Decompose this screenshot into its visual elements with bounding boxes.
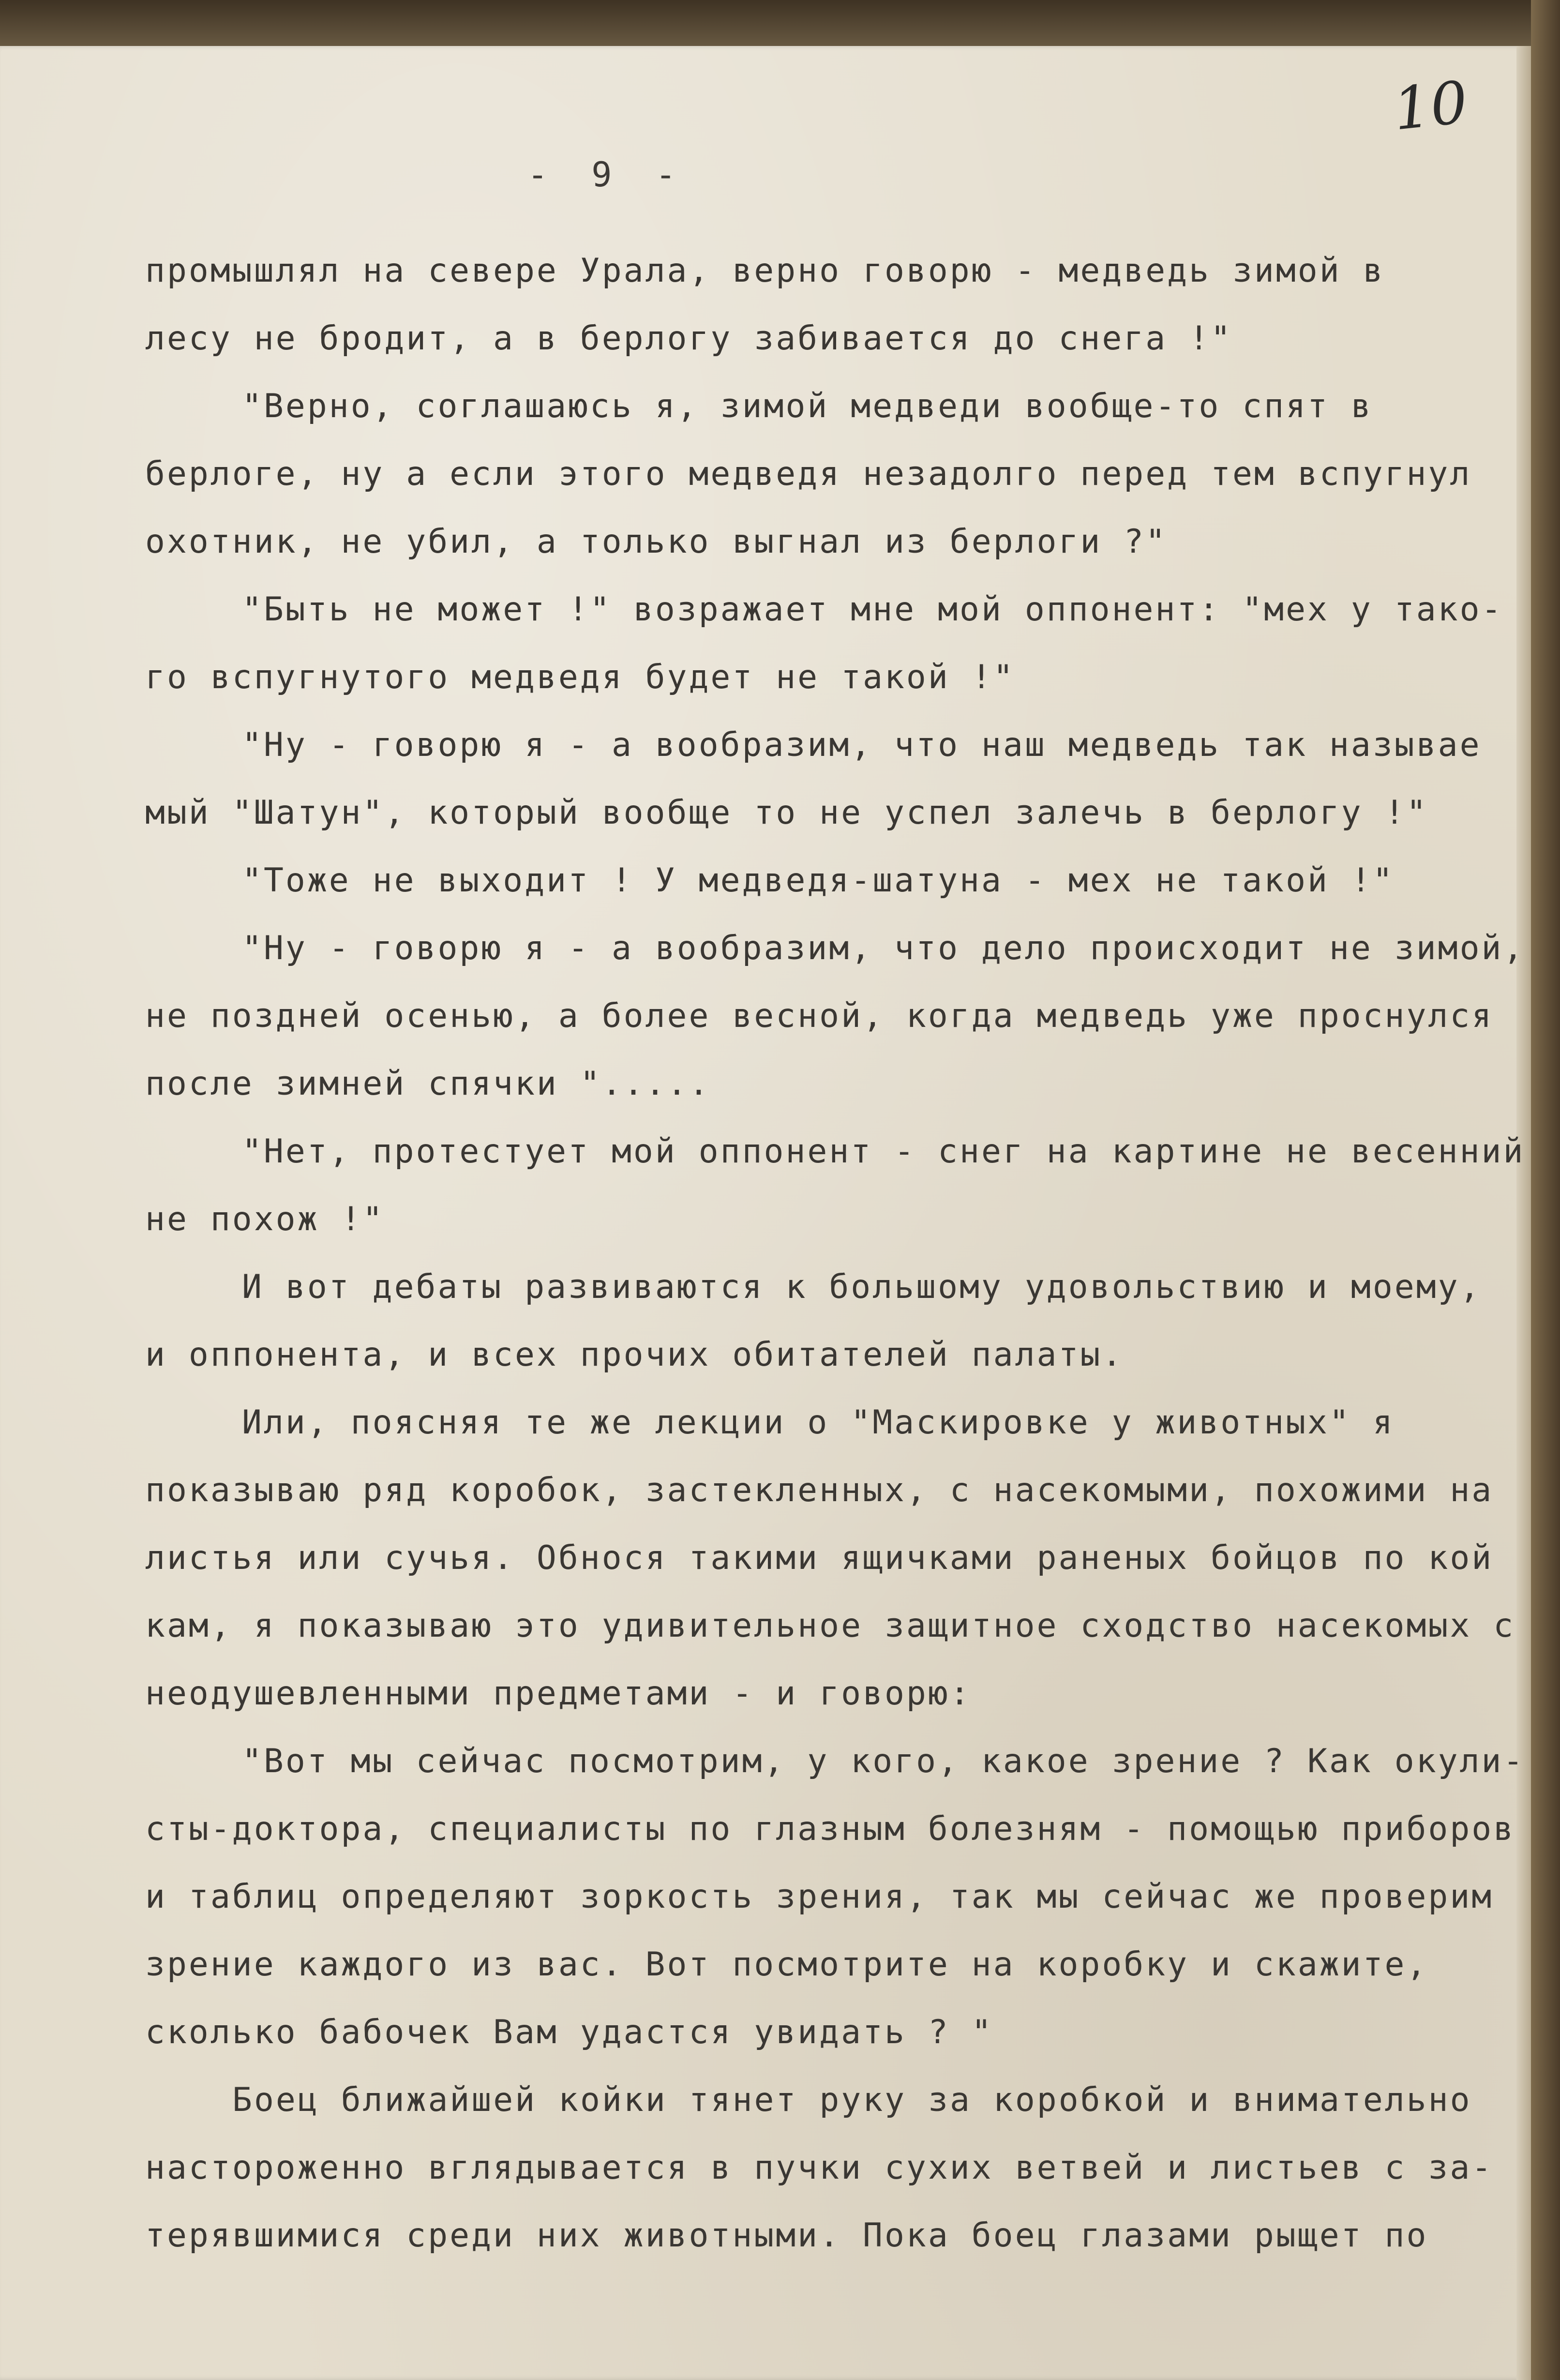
text-line: Боец ближайшей койки тянет руку за коробкой и внимательно <box>232 2081 1472 2119</box>
text-line: охотник, не убил, а только выгнал из берлоги ?" <box>145 523 1168 561</box>
text-line: го вспугнутого медведя будет не такой !" <box>145 658 1015 696</box>
text-line: "Верно, соглашаюсь я, зимой медведи вообще-то спят в <box>242 387 1373 425</box>
text-line: "Ну - говорю я - а вообразим, что дело происходит не зимой, <box>242 929 1525 967</box>
text-line: Или, поясняя те же лекции о "Маскировке у животных" я <box>242 1403 1395 1442</box>
text-line: сколько бабочек Вам удастся увидать ? " <box>145 2013 993 2051</box>
archive-page-number: 10 <box>1390 69 1471 144</box>
page-number: - 9 - <box>527 155 688 195</box>
text-line: "Быть не может !" возражает мне мой оппонент: "мех у тако- <box>242 590 1503 629</box>
text-line: настороженно вглядывается в пучки сухих ветвей и листьев с за- <box>145 2149 1494 2187</box>
text-line: и таблиц определяют зоркость зрения, так мы сейчас же проверим <box>145 1878 1494 1916</box>
text-line: не похож !" <box>145 1200 385 1238</box>
text-line: берлоге, ну а если этого медведя незадолго перед тем вспугнул <box>145 455 1472 493</box>
text-line: терявшимися среди них животными. Пока боец глазами рыщет по <box>145 2216 1428 2255</box>
text-line: промышлял на севере Урала, верно говорю - медведь зимой в <box>145 252 1385 290</box>
text-line: не поздней осенью, а более весной, когда медведь уже проснулся <box>145 997 1494 1035</box>
text-line: после зимней спячки "..... <box>145 1065 711 1103</box>
text-line: кам, я показываю это удивительное защитное сходство насекомых с <box>145 1607 1515 1645</box>
text-line: показываю ряд коробок, застекленных, с насекомыми, похожими на <box>145 1471 1494 1509</box>
scanner-background-top <box>0 0 1560 51</box>
text-line: И вот дебаты развиваются к большому удовольствию и моему, <box>242 1268 1482 1306</box>
text-line: листья или сучья. Обнося такими ящичками раненых бойцов по кой <box>145 1539 1494 1577</box>
text-line: мый "Шатун", который вообще то не успел залечь в берлогу !" <box>145 794 1428 832</box>
text-line: зрение каждого из вас. Вот посмотрите на коробку и скажите, <box>145 1945 1428 1984</box>
text-line: "Нет, протестует мой оппонент - снег на картине не весенний <box>242 1132 1525 1171</box>
paper-edge <box>1516 46 1531 2380</box>
text-line: сты-доктора, специалисты по глазным болезням - помощью приборов <box>145 1810 1515 1848</box>
text-line: и оппонента, и всех прочих обитателей палаты. <box>145 1336 1124 1374</box>
text-line: неодушевленными предметами - и говорю: <box>145 1674 972 1713</box>
text-line: лесу не бродит, а в берлогу забивается до снега !" <box>145 319 1232 358</box>
text-line: "Тоже не выходит ! У медведя-шатуна - мех не такой !" <box>242 861 1395 900</box>
scanner-background-right <box>1531 0 1560 2380</box>
text-line: "Вот мы сейчас посмотрим, у кого, какое зрение ? Как окули- <box>242 1742 1525 1780</box>
text-line: "Ну - говорю я - а вообразим, что наш медведь так называе <box>242 726 1482 764</box>
